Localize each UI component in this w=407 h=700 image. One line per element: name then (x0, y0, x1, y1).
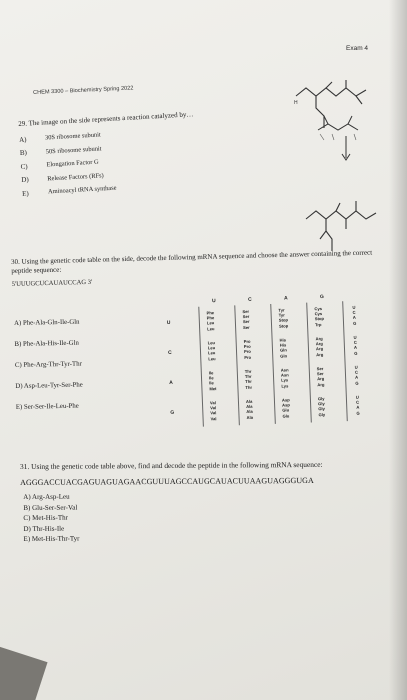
reaction-structure-bottom (300, 195, 380, 255)
amino-acid: Phe (206, 310, 215, 316)
question-31-option[interactable]: D) Thr-His-Ile (23, 524, 65, 533)
amino-acid: Arg (317, 376, 325, 382)
amino-acid: His (279, 337, 287, 343)
amino-acid: Arg (316, 351, 324, 357)
third-position-label: G (354, 350, 358, 356)
amino-acid: Leu (208, 355, 216, 362)
question-30 (11, 248, 382, 289)
question-30-options (14, 317, 156, 425)
amino-acid: Lys (281, 377, 289, 384)
amino-acid: Glu (282, 412, 290, 419)
question-31-option[interactable]: E) Met-His-Thr-Tyr (23, 534, 80, 543)
third-position-label: A (355, 375, 359, 381)
amino-acid: Ala (246, 409, 253, 415)
amino-acid: Ile (208, 370, 214, 376)
third-position-labels (352, 305, 359, 326)
question-30-option[interactable]: A) Phe-Ala-Gln-Ile-Gln (14, 318, 80, 327)
amino-acid: Val (210, 415, 217, 421)
amino-acid: Lys (281, 382, 289, 389)
third-position-label: C (352, 309, 356, 316)
third-position-labels (355, 365, 362, 386)
question-31-stem: 31. Using the genetic code table above, find and decode the peptide in the following mRNA sequence: (20, 459, 323, 471)
amino-acid: Thr (244, 373, 252, 380)
codon-cell (281, 366, 318, 388)
amino-acid: Tyr (278, 312, 285, 318)
option-letter: D) (21, 175, 29, 185)
third-position-label: A (353, 345, 358, 351)
third-position-label: U (354, 364, 358, 370)
codon-cell (244, 338, 281, 360)
question-31-option[interactable]: B) Glu-Ser-Ser-Val (23, 503, 78, 512)
course-header: CHEM 3300 – Biochemistry Spring 2022 (33, 85, 134, 96)
codon-cell (278, 306, 315, 328)
amino-acid: Stop (314, 316, 325, 322)
table-background-corner (0, 641, 48, 700)
amino-acid: Gly (318, 406, 326, 412)
amino-acid: Ser (242, 314, 250, 320)
option-letter: A) (18, 135, 27, 144)
amino-acid: Asn (280, 367, 289, 373)
codon-cell (208, 339, 245, 361)
codon-row-label: A (169, 379, 173, 386)
amino-acid: Leu (207, 350, 216, 356)
codon-cell (316, 335, 353, 357)
third-position-label: U (352, 304, 356, 310)
amino-acid: Thr (244, 368, 252, 375)
third-position-labels (353, 335, 360, 356)
question-30-option[interactable]: E) Ser-Ser-Ile-Leu-Phe (15, 402, 79, 411)
amino-acid: Stop (278, 317, 289, 324)
amino-acid: Trp (314, 321, 322, 327)
amino-acid: Thr (245, 379, 252, 385)
option-letter: C) (20, 162, 28, 171)
amino-acid: Stop (278, 322, 289, 329)
codon-cell (317, 365, 354, 387)
reaction-arrow-structure (312, 110, 372, 170)
codon-cell (206, 309, 243, 331)
question-30-stem: 30. Using the genetic code table on the side, decode the following mRNA sequence and choose the answer containing the correct peptide sequence: (11, 248, 373, 275)
table-divider (198, 307, 203, 427)
amino-acid: Leu (207, 325, 215, 332)
amino-acid: Arg (317, 381, 325, 387)
question-31 (20, 459, 396, 545)
option-text: 50S ribosome subunit (45, 145, 102, 156)
codon-cell (245, 368, 282, 390)
question-31-option[interactable]: A) Arg-Asp-Leu (23, 492, 70, 501)
option-text: Elongation Factor G (46, 158, 99, 169)
codon-column-header: C (247, 296, 252, 303)
option-letter: B) (19, 148, 28, 158)
amino-acid: Arg (315, 346, 324, 352)
codon-row-label: G (170, 409, 175, 416)
amino-acid: Ser (316, 366, 324, 372)
amino-acid: Cys (314, 311, 323, 317)
question-30-option[interactable]: B) Phe-Ala-His-Ile-Gln (14, 339, 79, 348)
amino-acid: Gly (317, 395, 325, 402)
amino-acid: Ala (246, 403, 253, 410)
codon-row-label: C (167, 349, 172, 356)
page-edge-shadow (389, 0, 407, 700)
mrna-sequence-31: AGGGACCUACGAGUAGUAGAACGUUUAGCCAUGCAUACUUAAGUAGGGUGA (20, 475, 314, 487)
third-position-label: C (355, 399, 360, 405)
amino-acid: His (279, 342, 287, 348)
codon-cell (242, 308, 279, 330)
amino-acid: Thr (245, 384, 253, 390)
amino-acid: Gly (318, 411, 326, 417)
option-text: Release Factors (RFs) (47, 172, 104, 183)
svg-text:H: H (294, 100, 298, 106)
question-31-option[interactable]: C) Met-His-Thr (23, 513, 68, 522)
amino-acid: Asp (282, 402, 290, 408)
third-position-label: C (353, 339, 357, 346)
amino-acid: Val (210, 405, 217, 411)
amino-acid: Gly (318, 401, 325, 407)
amino-acid: Ala (246, 414, 254, 420)
amino-acid: Val (209, 400, 216, 406)
amino-acid: Tyr (278, 307, 285, 313)
codon-column-header: U (211, 298, 216, 305)
question-30-option[interactable]: D) Asp-Leu-Tyr-Ser-Phe (15, 381, 83, 390)
codon-cell (246, 398, 283, 420)
amino-acid: Glu (282, 407, 290, 414)
third-position-label: A (352, 315, 356, 321)
amino-acid: Met (209, 385, 217, 392)
third-position-label: A (356, 405, 360, 411)
amino-acid: Arg (315, 336, 323, 342)
amino-acid: Asn (280, 372, 289, 378)
amino-acid: Arg (315, 341, 323, 347)
third-position-label: U (355, 394, 359, 400)
third-position-labels (356, 395, 363, 416)
amino-acid: Ser (242, 308, 250, 315)
question-30-option[interactable]: C) Phe-Arg-Thr-Tyr-Thr (14, 360, 82, 369)
amino-acid: Cys (314, 306, 323, 312)
amino-acid: Ser (243, 324, 250, 330)
mrna-sequence-30: 5'UUUGCUCAUAUCCAG 3' (11, 278, 93, 288)
option-text: 30S ribosome subunit (44, 131, 101, 142)
amino-acid: Pro (243, 343, 251, 350)
codon-cell (209, 369, 246, 391)
amino-acid: Ala (245, 398, 253, 405)
option-letter: E) (21, 189, 29, 198)
question-31-options (23, 490, 395, 545)
codon-cell (282, 396, 319, 418)
option-text: Aminoacyl tRNA synthase (47, 184, 117, 196)
codon-column-header: A (283, 295, 288, 302)
amino-acid: Pro (244, 354, 252, 360)
codon-cell (210, 399, 247, 421)
third-position-label: U (353, 334, 357, 340)
amino-acid: Ile (209, 380, 214, 386)
amino-acid: Pro (243, 349, 251, 355)
exam-label: Exam 4 (346, 45, 369, 52)
amino-acid: Leu (207, 345, 216, 351)
amino-acid: Ser (316, 371, 324, 377)
amino-acid: Asp (281, 397, 290, 403)
third-position-label: G (355, 380, 359, 386)
third-position-label: G (356, 410, 360, 416)
codon-row-label: U (166, 319, 171, 326)
codon-cell (318, 395, 355, 417)
codon-cell (314, 305, 351, 327)
amino-acid: Leu (206, 320, 215, 326)
amino-acid: Ser (242, 319, 250, 325)
amino-acid: Pro (243, 338, 251, 345)
third-position-label: C (354, 369, 359, 376)
amino-acid: Val (210, 410, 217, 416)
amino-acid: Phe (206, 315, 215, 321)
amino-acid: Leu (207, 340, 216, 346)
codon-cell (280, 336, 317, 358)
amino-acid: Gln (280, 353, 288, 359)
third-position-label: G (352, 320, 357, 326)
amino-acid: Gln (279, 347, 287, 354)
codon-column-header: G (319, 293, 325, 301)
question-29-stem: 29. The image on the side represents a reaction catalyzed by… (18, 110, 194, 128)
question-29 (18, 107, 262, 201)
amino-acid: Ile (208, 375, 214, 381)
